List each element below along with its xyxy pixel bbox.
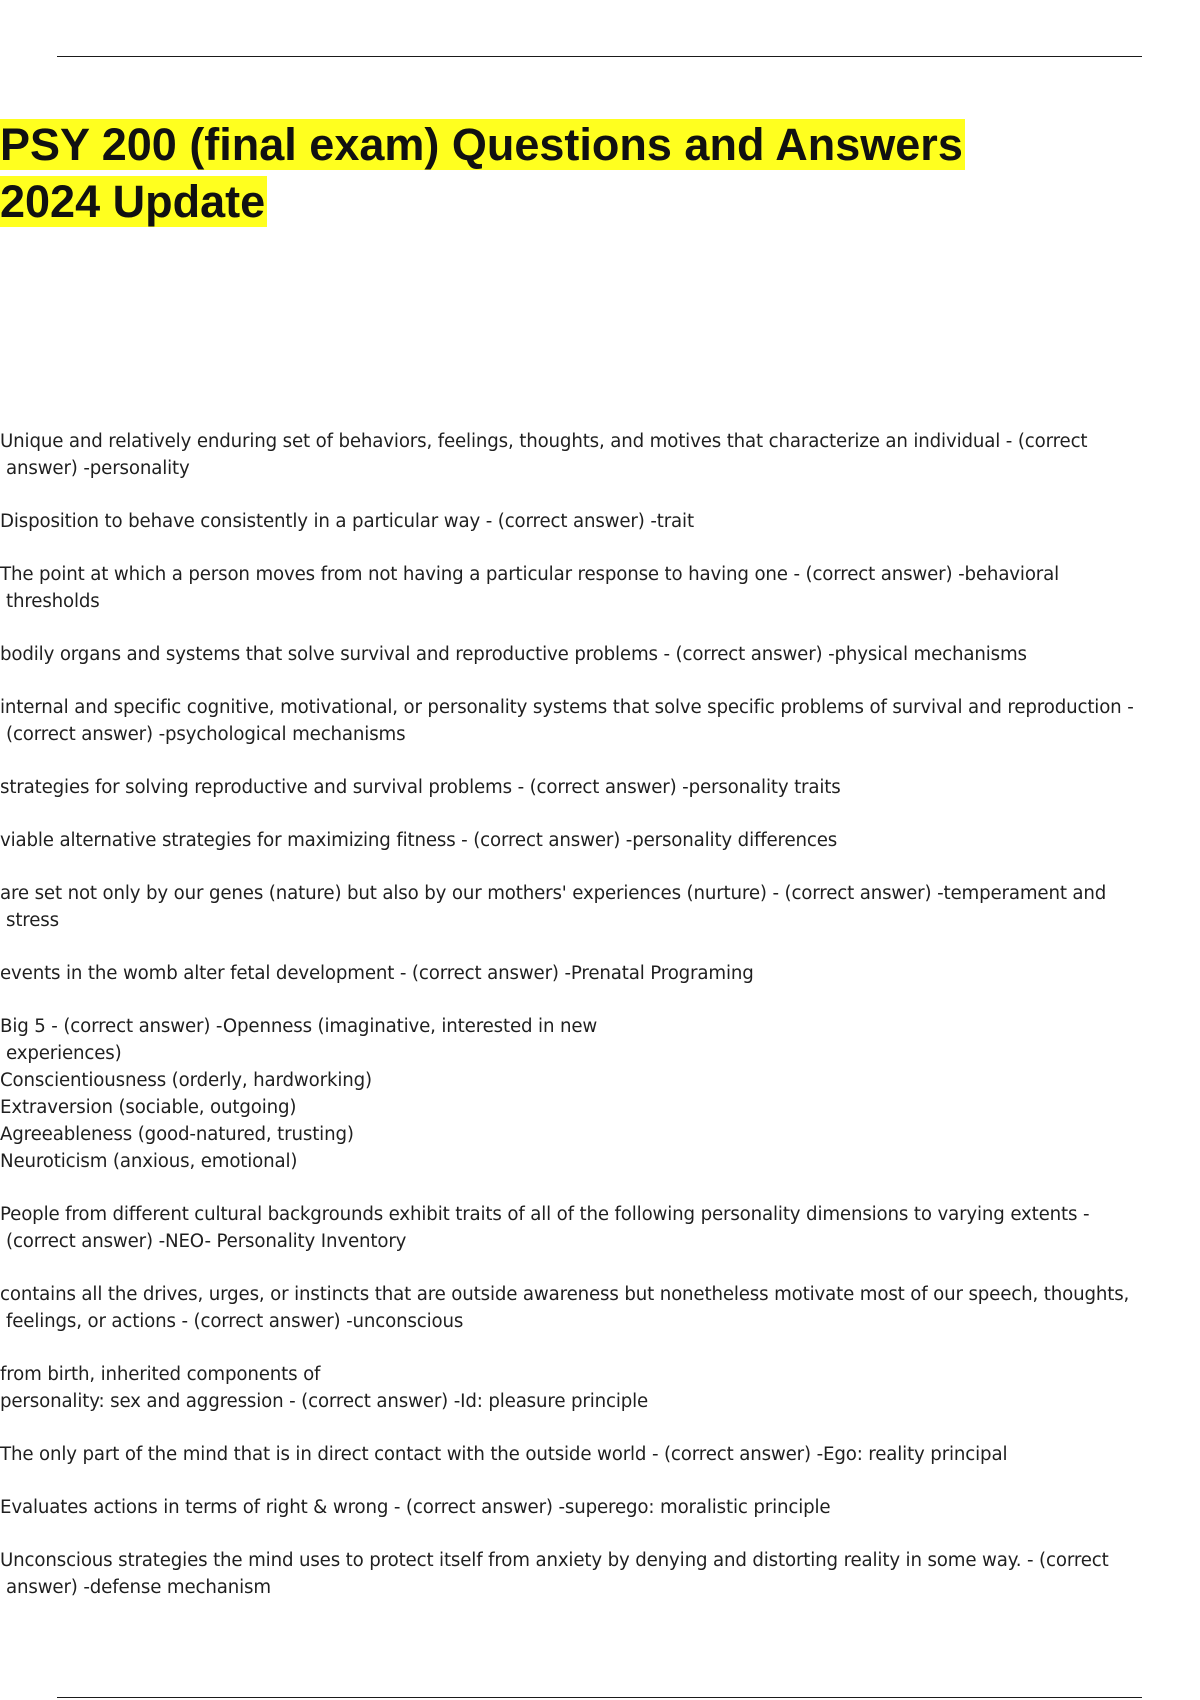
qa-line: answer) -defense mechanism xyxy=(6,1577,271,1598)
qa-line: Conscientiousness (orderly, hardworking) xyxy=(0,1070,372,1091)
bottom-rule xyxy=(57,1697,1142,1698)
qa-line: Agreeableness (good-natured, trusting) xyxy=(0,1124,354,1145)
qa-item xyxy=(0,694,1160,748)
title-line-1: PSY 200 (final exam) Questions and Answers xyxy=(0,119,963,170)
qa-item xyxy=(0,774,1160,801)
qa-item xyxy=(0,1013,1160,1175)
qa-line: Disposition to behave consistently in a particular way - (correct answer) -trait xyxy=(0,511,694,532)
qa-item xyxy=(0,1201,1160,1255)
qa-line: Unique and relatively enduring set of behaviors, feelings, thoughts, and motives that characterize an individual - (correct xyxy=(0,431,1088,452)
qa-line: events in the womb alter fetal development - (correct answer) -Prenatal Programing xyxy=(0,963,754,984)
qa-item xyxy=(0,428,1160,482)
qa-line: The point at which a person moves from not having a particular response to having one - (correct answer) -behavioral xyxy=(0,564,1060,585)
qa-line: stress xyxy=(6,910,59,931)
qa-line: (correct answer) -NEO- Personality Inventory xyxy=(6,1231,407,1252)
qa-line: strategies for solving reproductive and survival problems - (correct answer) -personality traits xyxy=(0,777,841,798)
qa-line: thresholds xyxy=(6,591,100,612)
qa-line: contains all the drives, urges, or instincts that are outside awareness but nonetheless motivate most of our speech, thoughts, xyxy=(0,1284,1130,1305)
qa-line: answer) -personality xyxy=(6,458,190,479)
qa-line: Neuroticism (anxious, emotional) xyxy=(0,1151,298,1172)
title-line-2: 2024 Update xyxy=(0,176,266,227)
qa-line: Extraversion (sociable, outgoing) xyxy=(0,1097,297,1118)
qa-item xyxy=(0,1281,1160,1335)
qa-line: Big 5 - (correct answer) -Openness (imaginative, interested in new xyxy=(0,1016,598,1037)
qa-item xyxy=(0,508,1160,535)
qa-line: People from different cultural backgrounds exhibit traits of all of the following personality dimensions to varying extents - xyxy=(0,1204,1090,1225)
qa-item xyxy=(0,561,1160,615)
qa-line: internal and specific cognitive, motivational, or personality systems that solve specific problems of survival and reproduction - xyxy=(0,697,1134,718)
qa-item xyxy=(0,960,1160,987)
qa-line: viable alternative strategies for maximizing fitness - (correct answer) -personality differences xyxy=(0,830,838,851)
top-rule xyxy=(57,56,1142,57)
qa-list xyxy=(0,428,1160,1627)
qa-item xyxy=(0,1547,1160,1601)
qa-item xyxy=(0,1441,1160,1468)
qa-item xyxy=(0,641,1160,668)
qa-line: bodily organs and systems that solve survival and reproductive problems - (correct answer) -physical mechanisms xyxy=(0,644,1027,665)
qa-line: (correct answer) -psychological mechanisms xyxy=(6,724,406,745)
qa-item xyxy=(0,1494,1160,1521)
qa-line: personality: sex and aggression - (correct answer) -Id: pleasure principle xyxy=(0,1391,649,1412)
qa-item xyxy=(0,827,1160,854)
qa-line: Evaluates actions in terms of right & wrong - (correct answer) -superego: moralistic principle xyxy=(0,1497,831,1518)
qa-line: experiences) xyxy=(6,1043,122,1064)
qa-line: The only part of the mind that is in direct contact with the outside world - (correct answer) -Ego: reality principal xyxy=(0,1444,1008,1465)
document-title xyxy=(0,116,1120,230)
qa-item xyxy=(0,880,1160,934)
qa-item xyxy=(0,1361,1160,1415)
qa-line: are set not only by our genes (nature) but also by our mothers' experiences (nurture) - (correct answer) -temperament and xyxy=(0,883,1107,904)
qa-line: feelings, or actions - (correct answer) -unconscious xyxy=(6,1311,464,1332)
qa-line: from birth, inherited components of xyxy=(0,1364,321,1385)
qa-line: Unconscious strategies the mind uses to protect itself from anxiety by denying and distorting reality in some way. - (correct xyxy=(0,1550,1109,1571)
